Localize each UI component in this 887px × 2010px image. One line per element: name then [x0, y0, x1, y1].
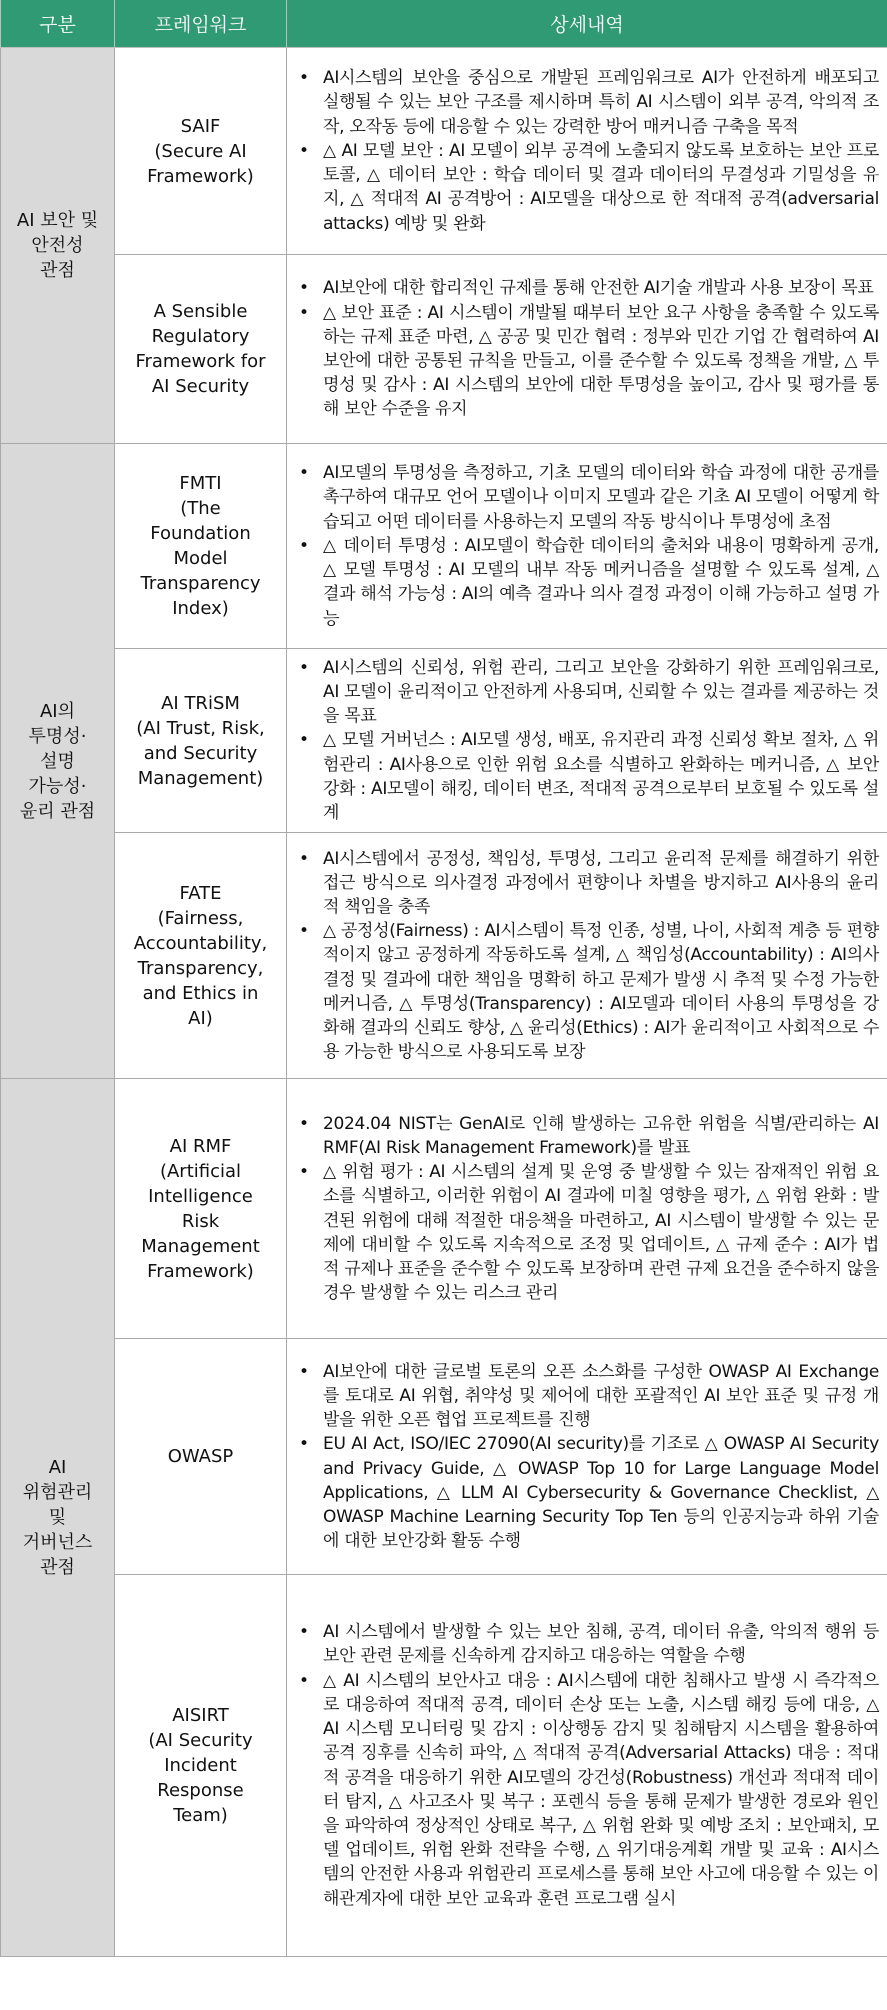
framework-name-line: Foundation [150, 523, 251, 544]
framework-name-line: AI RMF [169, 1135, 232, 1157]
category-label-line: 안전성 [31, 235, 84, 256]
bullet-item: • △ AI 시스템의 보안사고 대응 : AI시스템에 대한 침해사고 발생 시 즉각적으로 대응하여 적대적 공격, 데이터 손상 또는 노출, 시스템 해킹 등에 대응, △ AI 시스템 모니터링 및 감지 : 이상행동 감지 및 침해탐지 시스템을 활용하여 공격 징후를 신속히 파악, △ 적대적 공격(Adversarial Attacks) 대응 : 적대적 공격을 대응하기 위한 AI모델의 강건성(Robustness) 개선과 적대적 데이터 탐지, △ 사고조사 및 복구 : 포렌식 등을 통해 문제가 발생한 경로와 원인을 파악하여 정상적인 상태로 복구, △ 위험 완화 및 예방 조치 : 보안패치, 모델 업데이트, 위험 완화 전략을 수행, △ 위기대응계획 개발 및 교육 : AI시스템의 안전한 사용과 위험관리 프로세스를 통해 보안 사고에 대응할 수 있는 이해관계자에 대한 보안 교육과 훈련 프로그램 실시 [323, 1669, 879, 1911]
table-row [1, 255, 887, 444]
bullet-list [293, 1360, 879, 1554]
header-framework: 프레임워크 [115, 0, 287, 48]
details-cell [287, 1575, 887, 1957]
bullet-item: • AI보안에 대한 합리적인 규제를 통해 안전한 AI기술 개발과 사용 보장이 목표 [323, 276, 879, 300]
bullet-item: • 2024.04 NIST는 GenAI로 인해 발생하는 고유한 위험을 식별/관리하는 AI RMF(AI Risk Management Framework)를 발표 [323, 1112, 879, 1160]
framework-name-line: A Sensible [153, 301, 248, 322]
category-label-line: 거버넌스 [22, 1532, 93, 1553]
framework-name-line: Accountability, [133, 932, 268, 954]
bullet-item: • AI보안에 대한 글로벌 토론의 오픈 소스화를 구성한 OWASP AI Exchange를 토대로 AI 위협, 취약성 및 제어에 대한 포괄적인 AI 보안 표준 및 규정 개발을 위한 오픈 협업 프로젝트를 진행 [323, 1360, 879, 1433]
table-row [1, 48, 887, 255]
category-cell [1, 444, 115, 1079]
category-label-line: 투명성· [28, 725, 87, 747]
header-category: 구분 [1, 0, 115, 48]
bullet-list [293, 847, 879, 1065]
framework-name-line: (AI Trust, Risk, [136, 717, 265, 739]
category-label-line: 가능성· [28, 775, 87, 797]
bullet-item: • AI시스템의 신뢰성, 위험 관리, 그리고 보안을 강화하기 위한 프레임워크로, AI 모델이 윤리적이고 안전하게 사용되며, 신뢰할 수 있는 결과를 제공하는 것을 목표 [323, 656, 879, 729]
framework-name-line: Framework) [147, 1260, 254, 1282]
details-cell [287, 1339, 887, 1575]
framework-name-line: Framework) [147, 165, 254, 187]
category-label-line: 윤리 관점 [19, 800, 96, 822]
bullet-item: • AI시스템에서 공정성, 책임성, 투명성, 그리고 윤리적 문제를 해결하기 위한 접근 방식으로 의사결정 과정에서 편향이나 차별을 방지하고 AI사용의 윤리적 책임을 충족 [323, 847, 879, 920]
framework-name-line: Incident [164, 1755, 237, 1776]
table-row [1, 1339, 887, 1575]
category-label-line: AI [48, 1457, 67, 1478]
bullet-item: • △ 보안 표준 : AI 시스템이 개발될 때부터 보안 요구 사항을 충족할 수 있도록 하는 규제 표준 마련, △ 공공 및 민간 협력 : 정부와 민간 기업 간 협력하여 AI 보안에 대한 공통된 규칙을 만들고, 이를 준수할 수 있도록 정책을 개발, △ 투명성 및 감사 : AI 시스템의 보안에 대한 투명성을 높이고, 감사 및 평가를 통해 보안 수준을 유지 [323, 301, 879, 422]
table-row [1, 833, 887, 1079]
framework-name-line: (Artificial [159, 1160, 242, 1182]
framework-cell [115, 649, 287, 833]
framework-name-line: Management [141, 1235, 260, 1257]
table-row [1, 1079, 887, 1339]
category-label-line: AI 보안 및 [16, 210, 99, 231]
framework-name-line: AI TRiSM [161, 692, 240, 714]
details-cell [287, 255, 887, 444]
header-row [1, 0, 887, 48]
category-label-line: 관점 [40, 260, 75, 281]
framework-name-line: AISIRT [172, 1705, 229, 1726]
framework-name-line: and Ethics in [142, 982, 259, 1004]
framework-name-line: and Security [143, 742, 258, 764]
framework-name-line: (Fairness, [157, 907, 244, 929]
bullet-item: • △ AI 모델 보안 : AI 모델이 외부 공격에 노출되지 않도록 보호하는 보안 프로토콜, △ 데이터 보안 : 학습 데이터 및 결과 데이터의 무결성과 기밀성을 유지, △ 적대적 AI 공격방어 : AI모델을 대상으로 한 적대적 공격(adversarial attacks) 예방 및 완화 [323, 139, 879, 236]
framework-name-line: Index) [172, 598, 229, 619]
framework-cell [115, 444, 287, 649]
table-body [1, 48, 887, 1957]
framework-name-line: AI Security [151, 376, 250, 397]
framework-name-line: OWASP [167, 1446, 234, 1467]
framework-cell [115, 48, 287, 255]
framework-name-line: FATE [179, 882, 222, 904]
bullet-item: • △ 모델 거버넌스 : AI모델 생성, 배포, 유지관리 과정 신뢰성 확보 절차, △ 위험관리 : AI사용으로 인한 위험 요소를 식별하고 완화하는 메커니즘, △ 보안 강화 : AI모델이 해킹, 데이터 변조, 적대적 공격으로부터 보호될 수 있도록 설계 [323, 728, 879, 825]
framework-name-line: Transparency, [137, 957, 264, 979]
framework-cell [115, 1079, 287, 1339]
bullet-list [293, 461, 879, 630]
framework-name-line: (AI Security [148, 1730, 253, 1751]
framework-name-line: Framework for [135, 351, 266, 372]
category-label-line: 설명 [40, 750, 75, 772]
framework-name-line: Risk [181, 1210, 220, 1232]
framework-name-line: Management) [137, 767, 264, 789]
bullet-list [293, 656, 879, 825]
category-label-line: 및 [48, 1507, 67, 1528]
table-row [1, 649, 887, 833]
table-row [1, 1575, 887, 1957]
framework-name-line: Regulatory [151, 326, 250, 347]
details-cell [287, 444, 887, 649]
bullet-list [293, 1620, 879, 1910]
details-cell [287, 48, 887, 255]
bullet-list [293, 66, 879, 235]
bullet-item: • EU AI Act, ISO/IEC 27090(AI security)를 기조로 △ OWASP AI Security and Privacy Guide, △ OWASP Top 10 for Large Language Model Applications, △ LLM AI Cybersecurity & Governance Checklist, △ OWASP Machine Learning Security Top Ten 등의 인공지능과 하위 기술에 대한 보안강화 활동 수행 [323, 1432, 879, 1553]
category-label-line: AI의 [39, 700, 75, 722]
framework-name-line: Intelligence [148, 1185, 253, 1207]
category-cell [1, 48, 115, 444]
framework-name-line: Transparency [140, 573, 261, 594]
table-row [1, 444, 887, 649]
framework-name-line: AI) [188, 1007, 213, 1029]
framework-name-line: SAIF [180, 115, 221, 137]
framework-cell [115, 1339, 287, 1575]
bullet-item: • AI 시스템에서 발생할 수 있는 보안 침해, 공격, 데이터 유출, 악의적 행위 등 보안 관련 문제를 신속하게 감지하고 대응하는 역할을 수행 [323, 1620, 879, 1668]
framework-name-line: (The [180, 498, 221, 519]
framework-name-line: Team) [173, 1805, 228, 1826]
bullet-item: • AI시스템의 보안을 중심으로 개발된 프레임워크로 AI가 안전하게 배포되고 실행될 수 있는 보안 구조를 제시하며 특히 AI 시스템이 외부 공격, 악의적 조작, 오작동 등에 대응할 수 있는 강력한 방어 매커니즘 구축을 목적 [323, 66, 879, 139]
framework-cell [115, 833, 287, 1079]
framework-name-line: FMTI [179, 473, 222, 494]
framework-name-line: Model [173, 548, 228, 569]
bullet-item: • AI모델의 투명성을 측정하고, 기초 모델의 데이터와 학습 과정에 대한 공개를 촉구하여 대규모 언어 모델이나 이미지 모델과 같은 기초 AI 모델이 어떻게 학습되고 어떤 데이터를 사용하는지 모델의 작동 방식이나 투명성에 초점 [323, 461, 879, 534]
details-cell [287, 649, 887, 833]
bullet-item: • △ 위험 평가 : AI 시스템의 설계 및 운영 중 발생할 수 있는 잠재적인 위험 요소를 식별하고, 이러한 위험이 AI 결과에 미칠 영향을 평가, △ 위험 완화 : 발견된 위험에 대해 적절한 대응책을 마련하고, AI 시스템이 발생할 수 있는 문제에 대비할 수 있도록 지속적으로 조정 및 업데이트, △ 규제 준수 : AI가 법적 규제나 표준을 준수할 수 있도록 보장하며 관련 규제 요건을 준수하지 않을 경우 발생할 수 있는 리스크 관리 [323, 1160, 879, 1305]
category-label-line: 관점 [40, 1557, 75, 1578]
details-cell [287, 1079, 887, 1339]
bullet-list [293, 1112, 879, 1306]
bullet-item: • △ 데이터 투명성 : AI모델이 학습한 데이터의 출처와 내용이 명확하게 공개, △ 모델 투명성 : AI 모델의 내부 작동 메커니즘을 설명할 수 있도록 설계, △ 결과 해석 가능성 : AI의 예측 결과나 의사 결정 과정이 이해 가능하고 설명 가능 [323, 534, 879, 631]
bullet-item: • △ 공정성(Fairness) : AI시스템이 특정 인종, 성별, 나이, 사회적 계층 등 편향적이지 않고 공정하게 작동하도록 설계, △ 책임성(Accountability) : AI의사결정 및 결과에 대한 책임을 명확히 하고 문제가 발생 시 추적 및 수정 가능한 메커니즘, △ 투명성(Transparency) : AI모델과 데이터 사용의 투명성을 강화해 결과의 신뢰도 향상, △ 윤리성(Ethics) : AI가 윤리적이고 사회적으로 수용 가능한 방식으로 사용되도록 보장 [323, 919, 879, 1064]
framework-cell [115, 1575, 287, 1957]
details-cell [287, 833, 887, 1079]
framework-cell [115, 255, 287, 444]
category-cell [1, 1079, 115, 1957]
category-label-line: 위험관리 [22, 1482, 93, 1503]
bullet-list [293, 276, 879, 421]
framework-name-line: (Secure AI [154, 140, 247, 162]
header-details: 상세내역 [287, 0, 887, 48]
framework-name-line: Response [157, 1780, 244, 1801]
